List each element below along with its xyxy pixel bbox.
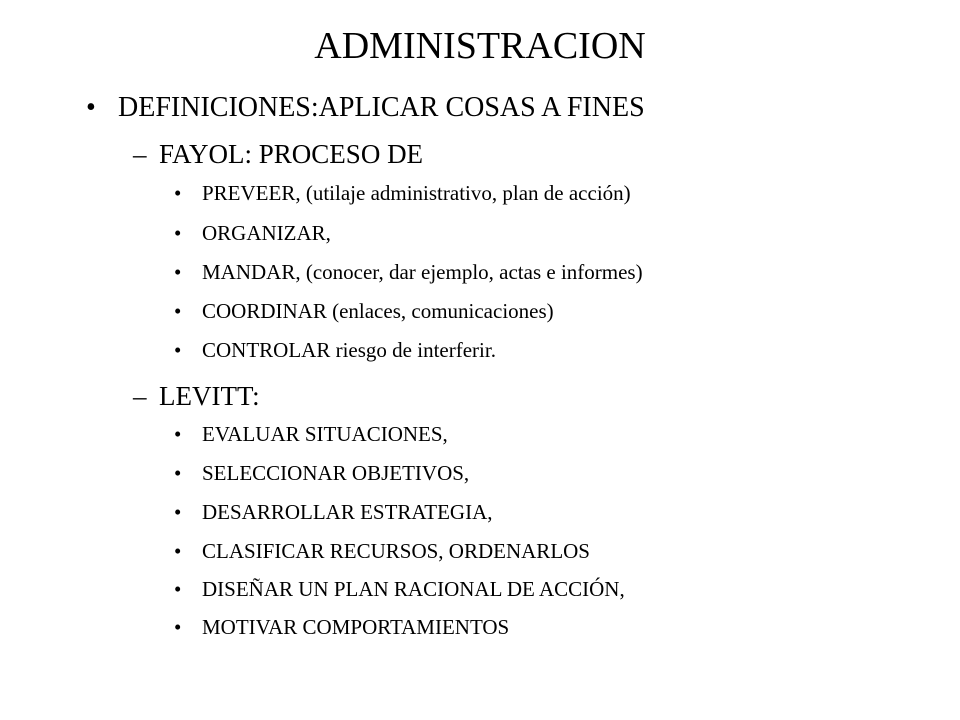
list-item xyxy=(174,337,774,363)
list-item xyxy=(174,460,774,486)
list-item-definiciones xyxy=(86,92,746,124)
bullet-icon: • xyxy=(174,221,182,245)
list-item xyxy=(174,499,774,525)
bullet-icon: • xyxy=(174,461,182,485)
list-item xyxy=(174,220,774,246)
list-item-text: MOTIVAR COMPORTAMIENTOS xyxy=(202,615,510,639)
list-item xyxy=(174,576,794,602)
dash-icon: – xyxy=(133,381,147,411)
list-item-text: DEFINICIONES:APLICAR COSAS A FINES xyxy=(118,92,645,123)
dash-icon: – xyxy=(133,139,147,169)
list-item xyxy=(174,538,774,564)
list-item-text: DESARROLLAR ESTRATEGIA, xyxy=(202,500,493,524)
bullet-icon: • xyxy=(174,299,182,323)
bullet-icon: • xyxy=(174,539,182,563)
list-item-text: PREVEER, (utilaje administrativo, plan de acción) xyxy=(202,181,631,205)
list-item-fayol xyxy=(133,138,533,170)
list-item xyxy=(174,180,774,206)
list-item-text: FAYOL: PROCESO DE xyxy=(159,139,424,169)
list-item xyxy=(174,298,774,324)
bullet-icon: • xyxy=(174,422,182,446)
bullet-icon: • xyxy=(174,181,182,205)
list-item xyxy=(174,259,794,285)
list-item-text: SELECCIONAR OBJETIVOS, xyxy=(202,461,470,485)
list-item-text: CONTROLAR riesgo de interferir. xyxy=(202,338,496,362)
slide-title: ADMINISTRACION xyxy=(314,25,646,67)
list-item-text: EVALUAR SITUACIONES, xyxy=(202,422,448,446)
bullet-icon: • xyxy=(174,338,182,362)
list-item-text: COORDINAR (enlaces, comunicaciones) xyxy=(202,299,554,323)
list-item-levitt xyxy=(133,380,533,412)
bullet-icon: • xyxy=(174,500,182,524)
list-item-text: LEVITT: xyxy=(159,381,260,411)
bullet-icon: • xyxy=(174,260,182,284)
bullet-icon: • xyxy=(174,615,182,639)
list-item-text: MANDAR, (conocer, dar ejemplo, actas e informes) xyxy=(202,260,643,284)
list-item xyxy=(174,421,774,447)
list-item-text: ORGANIZAR, xyxy=(202,221,331,245)
bullet-icon: • xyxy=(174,577,182,601)
list-item xyxy=(174,614,774,640)
list-item-text: CLASIFICAR RECURSOS, ORDENARLOS xyxy=(202,539,590,563)
bullet-icon: • xyxy=(86,92,96,123)
list-item-text: DISEÑAR UN PLAN RACIONAL DE ACCIÓN, xyxy=(202,577,625,601)
